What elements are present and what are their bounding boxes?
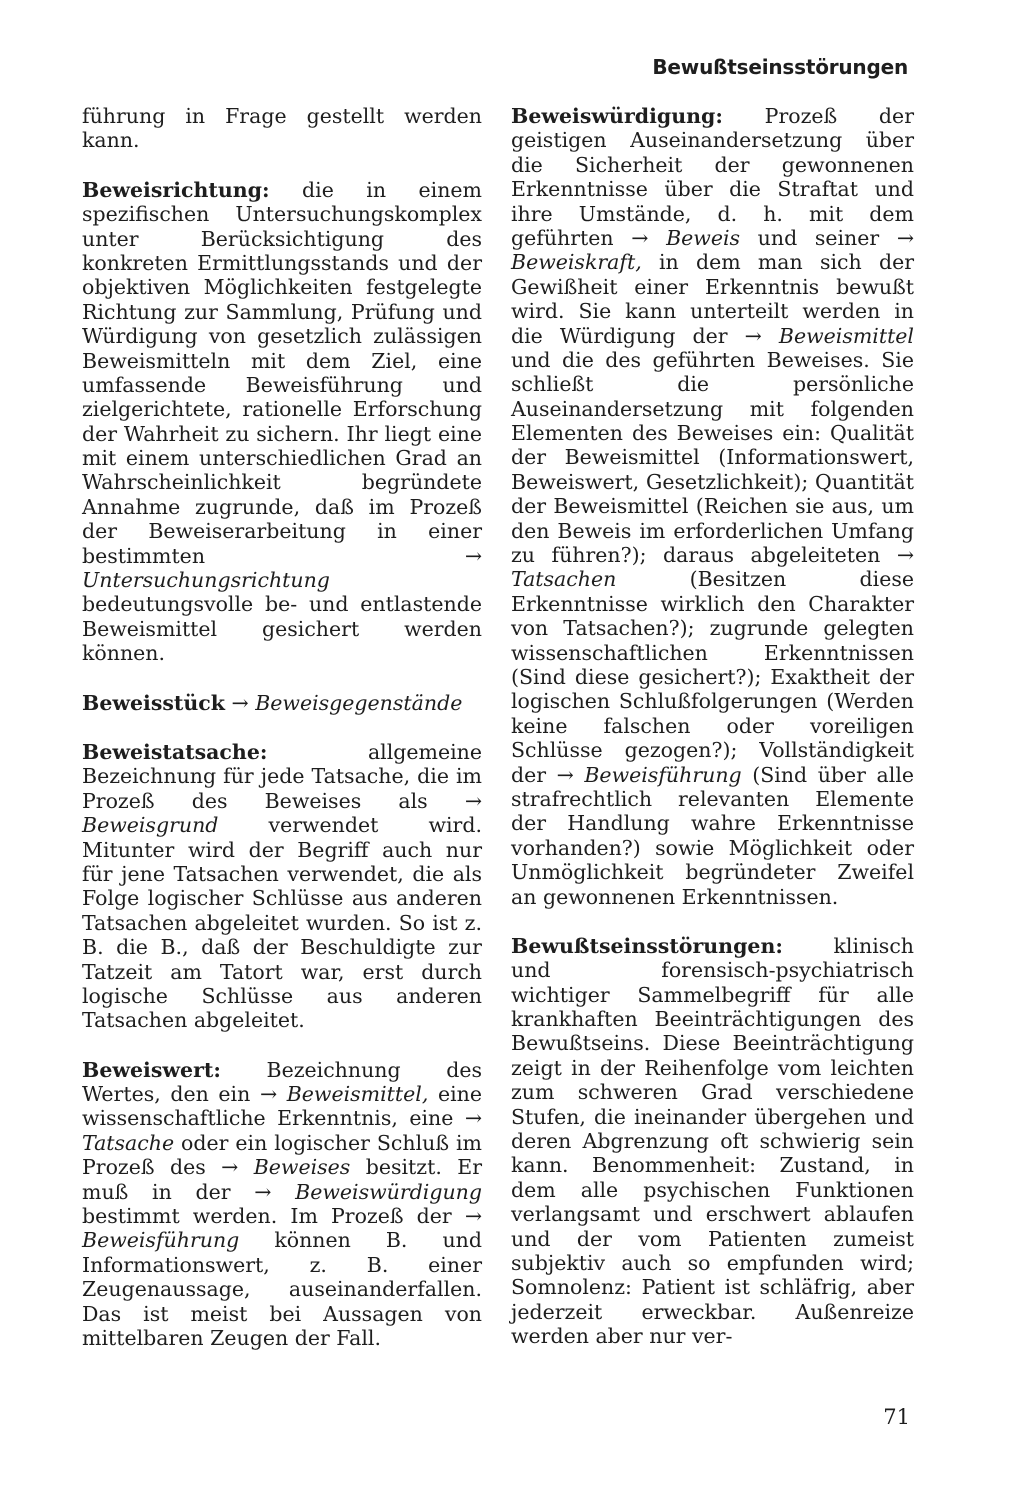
headword-beweisstueck: Beweisstück xyxy=(82,690,225,715)
cross-reference: → Beweiskraft, xyxy=(511,225,914,275)
cross-reference: → Beweiswürdigung xyxy=(254,1179,482,1204)
cross-reference: → Beweisführung xyxy=(556,762,742,787)
entry-text: allgemeine Bezeichnung für jede Tatsache, die im Prozeß des Beweises als xyxy=(82,739,482,813)
entry-beweisstueck xyxy=(82,691,482,715)
entry-text: klinisch und forensisch-psychiatrisch wichtiger Sammelbegriff für alle krankhaften Beeinträchtigungen des Bewußtseins. Diese Beeinträchtigung zeigt in der Reihenfolge vom leichten zum schweren Grad verschiedene Stufen, die ineinander übergehen und deren Abgrenzung oft schwierig sein kann. Benommenheit: Zustand, in dem alle psychischen Funktionen verlangsamt und erschwert ablaufen und der vom Patienten zumeist subjektiv auch so empfunden wird; Somnolenz: Patient ist schläfrig, aber jederzeit erweckbar. Außenreize werden aber nur ver- xyxy=(511,933,914,1349)
cross-reference: → Beweisgegenstände xyxy=(231,690,463,715)
cross-reference: → Beweisführung xyxy=(82,1204,482,1253)
cross-reference: → Beweismittel xyxy=(744,323,914,348)
continuation-paragraph: führung in Frage gestellt werden kann. xyxy=(82,104,482,153)
page-number: 71 xyxy=(883,1405,910,1429)
entry-text: und seiner xyxy=(740,225,897,250)
entry-text: bestimmt werden. Im Prozeß der xyxy=(82,1204,465,1229)
headword-beweiswuerdigung: Beweiswürdigung: xyxy=(511,104,723,128)
entry-text: eine wissenschaftliche Erkenntnis, eine xyxy=(82,1082,482,1131)
entry-text: in dem man sich der Gewißheit einer Erkenntnis bewußt wird. Sie kann unterteilt werden in die Würdigung der xyxy=(511,250,914,348)
right-column xyxy=(511,104,914,1374)
cross-reference: → Beweis xyxy=(631,225,741,250)
entry-text: bedeutungsvolle be- und entlastende Beweismittel gesichert werden können. xyxy=(82,592,482,666)
cross-reference: → Beweismittel, xyxy=(259,1082,429,1107)
cross-reference: → Beweisgrund xyxy=(82,788,482,838)
entry-bewusstseinsstoerungen xyxy=(511,934,914,1349)
headword-beweistatsache: Beweistatsache: xyxy=(82,739,268,764)
entry-text: verwendet wird. Mitunter wird der Begriff auch nur für jene Tatsachen verwendet, die als Folge logischer Schlüsse aus anderen Tatsachen abgeleitet wurden. So ist z. B. die B., daß der Beschuldigte zur Tatzeit am Tatort war, erst durch logische Schlüsse aus anderen Tatsachen abgeleitet. xyxy=(82,813,482,1033)
entry-text: die in einem spezifischen Untersuchungskomplex unter Berücksichtigung des konkreten Ermittlungsstands und der objektiven Möglichkeiten festgelegte Richtung zur Sammlung, Prüfung und Würdigung von gesetzlich zulässigen Beweismitteln mit dem Ziel, eine umfassende Beweisführung und zielgerichtete, rationelle Erforschung der Wahrheit zu sichern. Ihr liegt eine mit einem unterschiedlichen Grad an Wahrscheinlichkeit begründete Annahme zugrunde, daß im Prozeß der Beweiserarbeitung in einer bestimmten xyxy=(82,177,482,568)
entry-beweistatsache xyxy=(82,740,482,1033)
entry-text: und die des geführten Beweises. Sie schließt die persönliche Auseinandersetzung mit folgenden Elementen des Beweises ein: Qualität der Beweismittel (Informationswert, Beweiswert, Gesetzlichkeit); Quantität der Beweismittel (Reichen sie aus, um den Beweis im erforderlichen Umfang zu führen?); daraus abgeleiteten xyxy=(511,347,914,568)
headword-beweiswert: Beweiswert: xyxy=(82,1057,221,1082)
headword-beweisrichtung: Beweisrichtung: xyxy=(82,177,270,202)
cross-reference: → Beweises xyxy=(221,1155,351,1180)
entry-text: besitzt. Er muß in der xyxy=(82,1155,482,1204)
entry-beweisrichtung xyxy=(82,178,482,666)
cross-reference: → Untersuchungsrichtung xyxy=(82,543,482,593)
headword-bewusstseinsstoerungen: Bewußtseinsstörungen: xyxy=(511,933,783,958)
entry-text: oder ein logischer Schluß im Prozeß des xyxy=(82,1130,482,1180)
left-column xyxy=(82,104,482,1375)
running-head: Bewußtseinsstörungen xyxy=(652,55,908,79)
entry-text: (Besitzen diese Erkenntnisse wirklich den Charakter von Tatsachen?); zugrunde gelegten wissenschaftlichen Erkenntnissen (Sind diese gesichert?); Exaktheit der logischen Schlußfolgerungen (Werden keine falschen oder voreiligen Schlüsse gezogen?); Vollständigkeit der xyxy=(511,567,914,787)
cross-reference: → Tatsache xyxy=(82,1106,482,1155)
entry-text: Prozeß der geistigen Auseinandersetzung über die Sicherheit der gewonnenen Erkenntnisse über die Straftat und ihre Umstände, d. h. mit dem geführten xyxy=(511,104,914,250)
cross-reference: → Tatsachen xyxy=(511,543,914,592)
entry-text: Bezeichnung des Wertes, den ein xyxy=(82,1057,482,1107)
entry-beweiswuerdigung xyxy=(511,104,914,909)
entry-text: (Sind über alle strafrechtlich relevanten Elemente der Handlung wahre Erkenntnisse vorhanden?) sowie Möglichkeit oder Unmöglichkeit begründeter Zweifel an gewonnenen Erkenntnissen. xyxy=(511,762,915,909)
entry-beweiswert xyxy=(82,1058,482,1351)
entry-text: können B. und Informationswert, z. B. einer Zeugenaussage, auseinanderfallen. Das ist meist bei Aussagen von mittelbaren Zeugen der Fall. xyxy=(82,1228,482,1350)
